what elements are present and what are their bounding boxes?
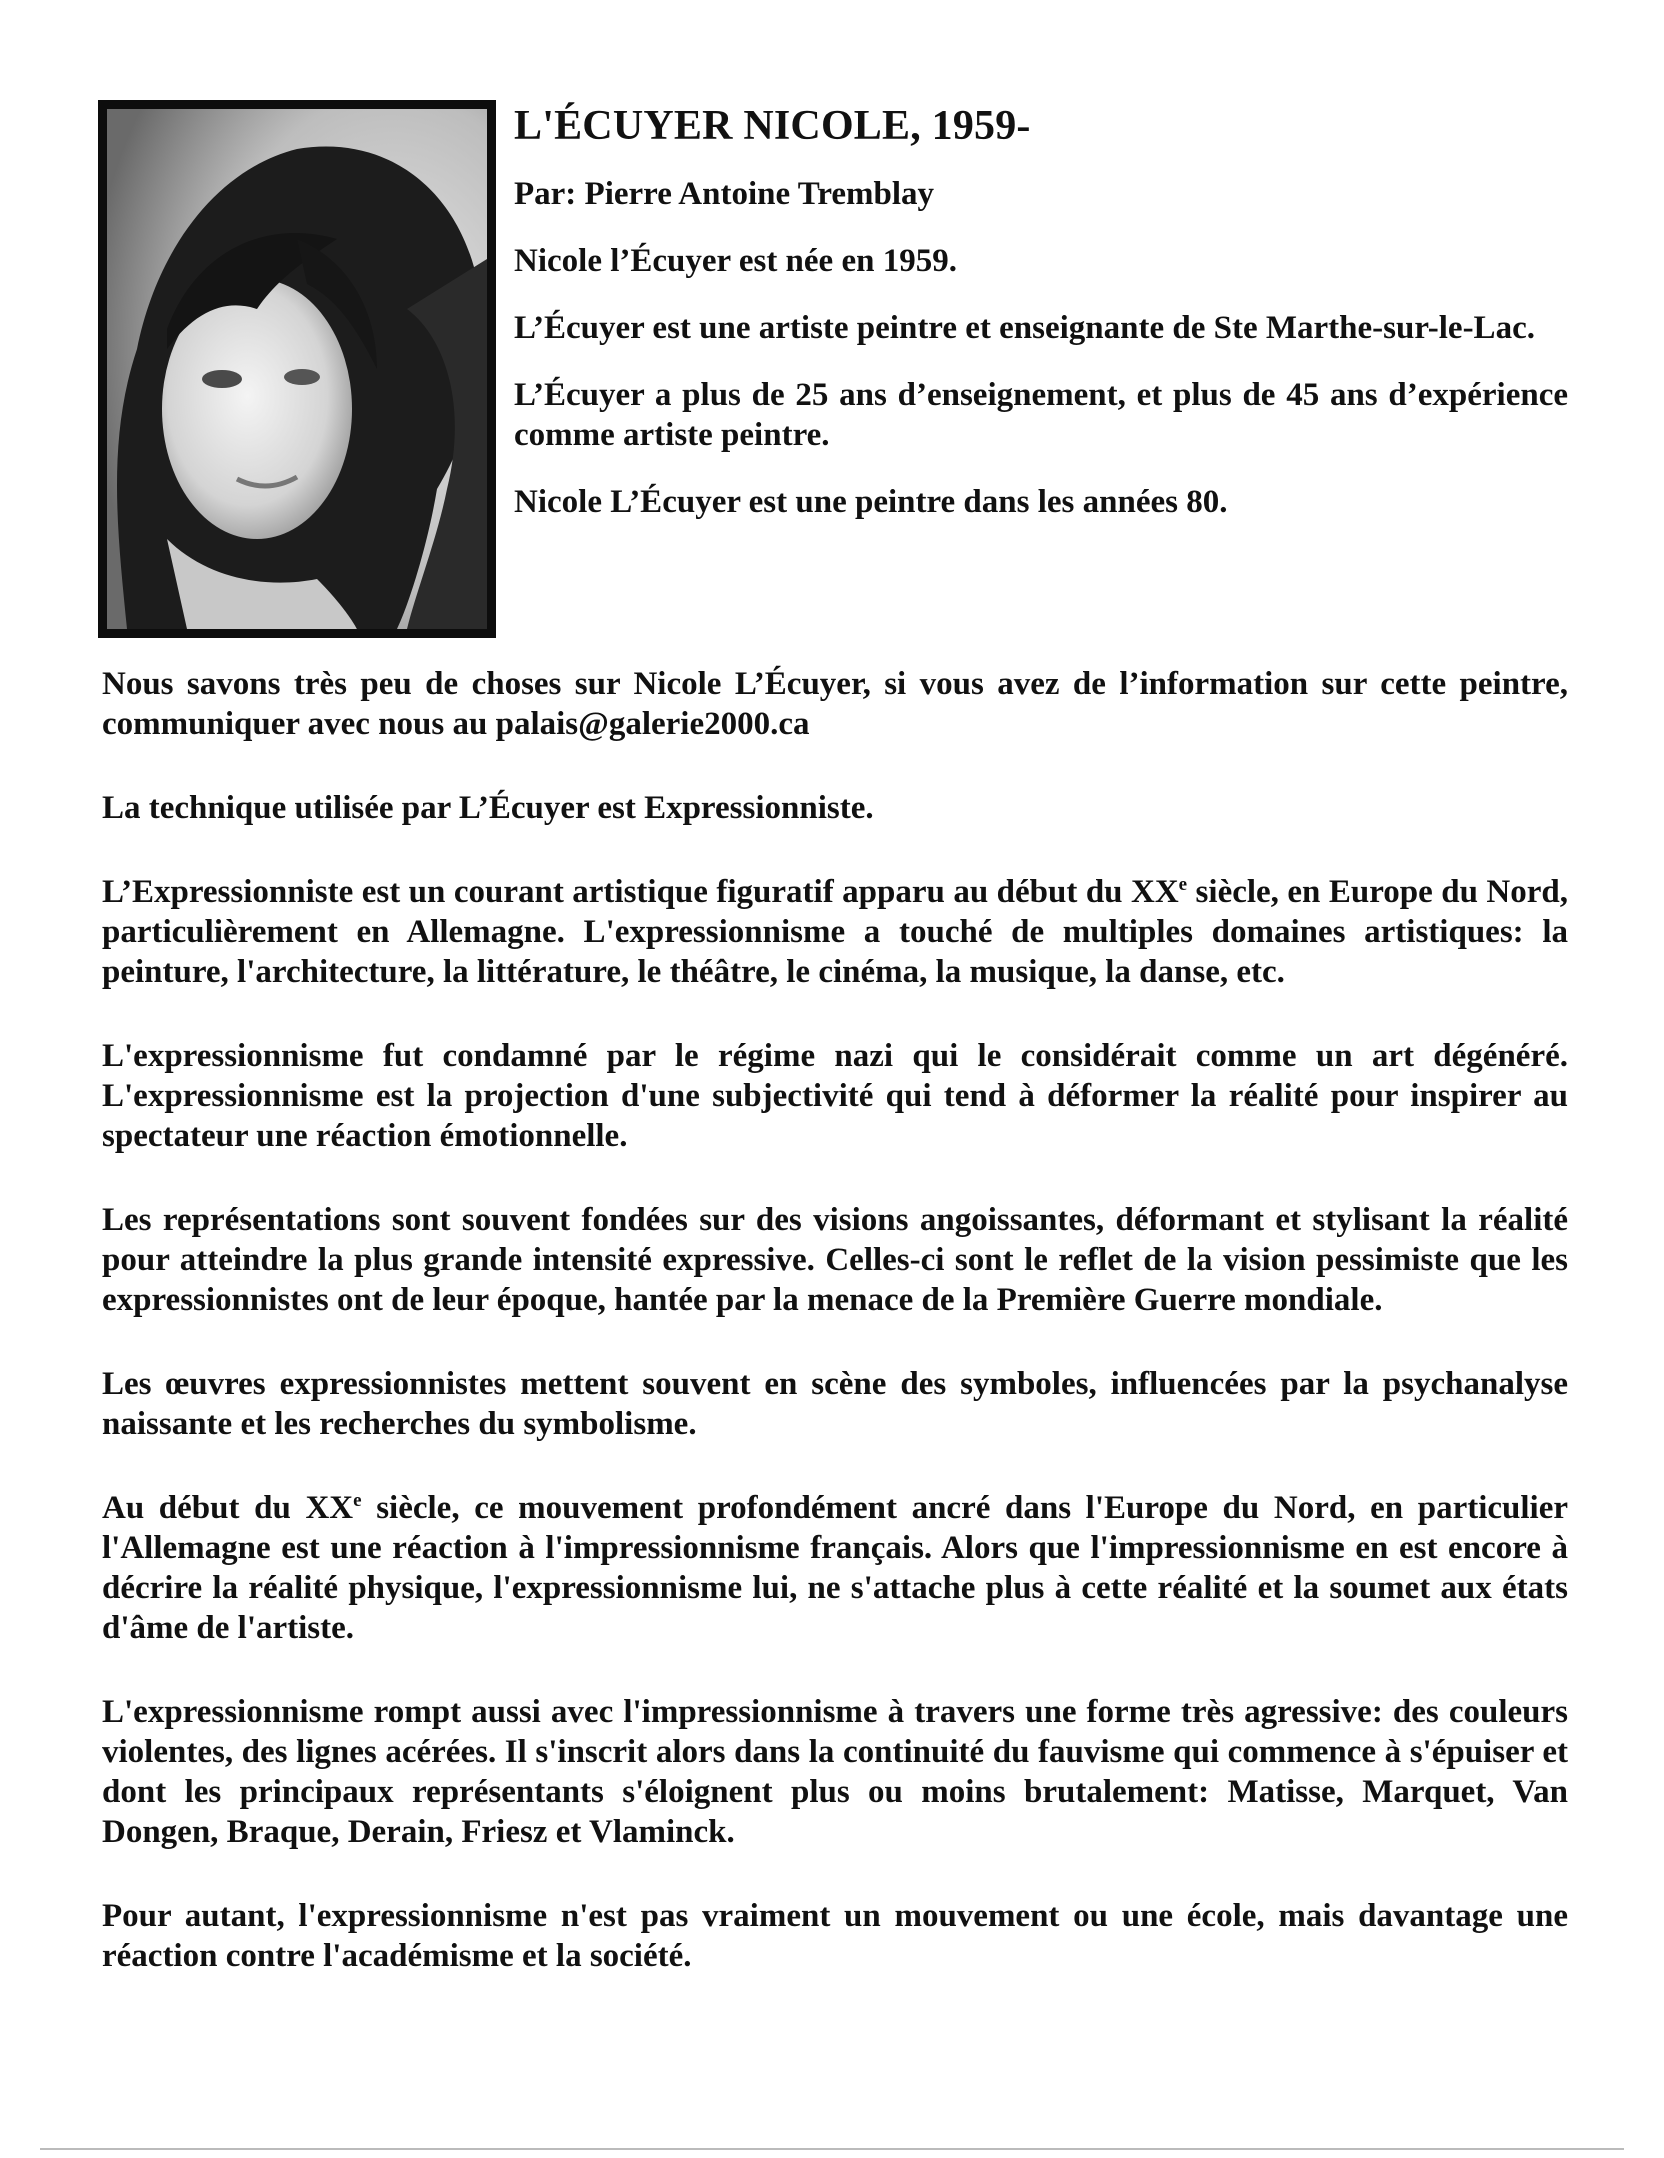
symbols-paragraph: Les œuvres expressionnistes mettent souvent en scène des symboles, influencées par la psychanalyse naissante et les recherches du symbolisme. [102,1366,1568,1442]
technique-paragraph: La technique utilisée par L’Écuyer est Expressionniste. [102,790,874,826]
era-paragraph: Nicole L’Écuyer est une peintre dans les années 80. [514,484,1228,520]
superscript: e [1178,874,1188,895]
fauvism-paragraph: L'expressionnisme rompt aussi avec l'impressionnisme à travers une forme très agressive: des couleurs violentes, des lignes acérées. Il s'inscrit alors dans la continuité du fauvisme qui commence à s'épuiser et dont les principaux représentants s'éloignent plus ou moins brutalement: Matisse, Marquet, Van Dongen, Braque, Derain, Friesz et Vlaminck. [102,1694,1568,1850]
birth-paragraph: Nicole l’Écuyer est née en 1959. [514,243,957,279]
paragraph-text: siècle, ce mouvement profondément ancré dans l'Europe du Nord, en particulier l'Allemagne est une réaction à l'impressionnisme français. Alors que l'impressionnisme en est encore à décrire la réalité physique, l'expressionnisme lui, ne s'attache plus à cette réalité et la soumet aux états d'âme de l'artiste. [102,1490,1569,1646]
movement-paragraph [102,1488,1568,1648]
body-text [102,664,1568,2020]
paragraph-text: L’Expressionniste est un courant artistique figuratif apparu au début du XX [102,874,1179,910]
paragraph-text: siècle, en Europe du Nord, particulièrement en Allemagne. L'expressionnisme a touché de multiples domaines artistiques: la peinture, l'architecture, la littérature, le théâtre, le cinéma, la musique, la danse, etc. [102,874,1568,990]
author-line: Par: Pierre Antoine Tremblay [514,176,935,212]
header-block [514,100,1568,549]
superscript: e [353,1490,362,1511]
experience-paragraph: L’Écuyer a plus de 25 ans d’enseignement, et plus de 45 ans d’expérience comme artiste peintre. [514,377,1568,453]
academism-paragraph: Pour autant, l'expressionnisme n'est pas vraiment un mouvement ou une école, mais davantage une réaction contre l'académisme et la société. [102,1898,1568,1974]
artist-portrait-photo [98,100,496,638]
expressionism-origin-paragraph [102,872,1568,992]
nazi-regime-paragraph: L'expressionnisme fut condamné par le régime nazi qui le considérait comme un art dégénéré. L'expressionnisme est la projection d'une subjectivité qui tend à déformer la réalité pour inspirer au spectateur une réaction émotionnelle. [102,1038,1568,1154]
bottom-divider [40,2148,1624,2150]
portrait-image [107,109,487,629]
info-request-paragraph: Nous savons très peu de choses sur Nicole L’Écuyer, si vous avez de l’information sur cette peintre, communiquer avec nous au palais@galerie2000.ca [102,666,1568,742]
representations-paragraph: Les représentations sont souvent fondées sur des visions angoissantes, déformant et stylisant la réalité pour atteindre la plus grande intensité expressive. Celles-ci sont le reflet de la vision pessimiste que les expressionnistes ont de leur époque, hantée par la menace de la Première Guerre mondiale. [102,1202,1568,1318]
paragraph-text: Au début du XX [102,1490,354,1526]
occupation-paragraph: L’Écuyer est une artiste peintre et enseignante de Ste Marthe-sur-le-Lac. [514,310,1535,346]
page-title: L'ÉCUYER NICOLE, 1959- [514,103,1031,149]
